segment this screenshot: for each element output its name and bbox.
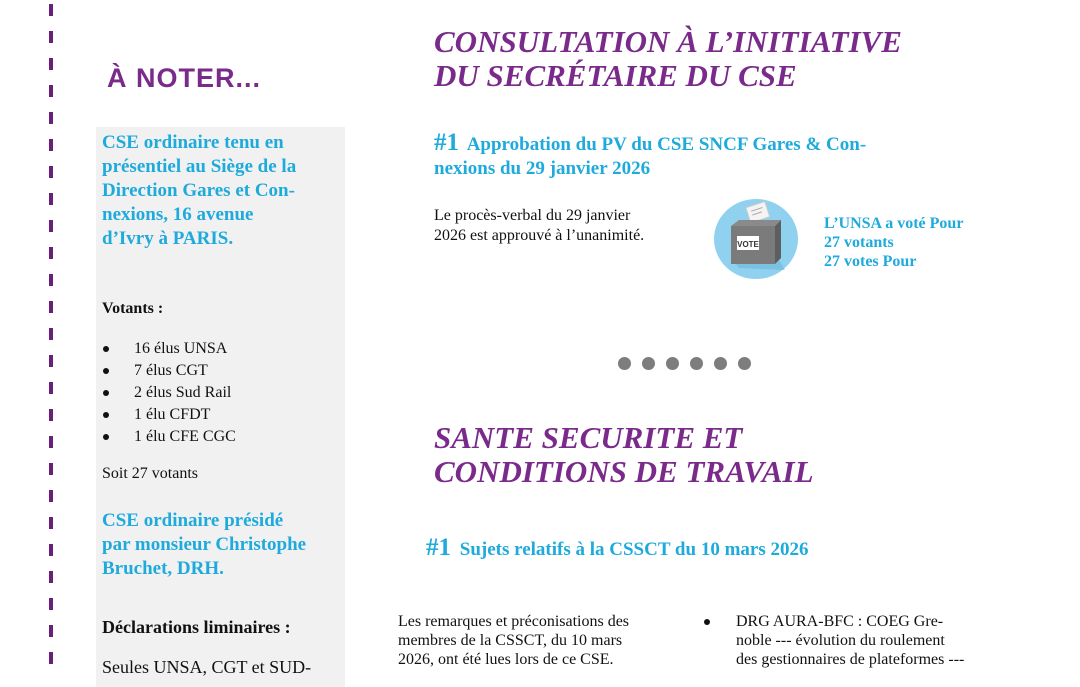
cssct-bullet-item xyxy=(704,612,964,669)
text-line: noble --- évolution du roulement xyxy=(736,632,945,649)
section-title-consultation xyxy=(434,25,902,93)
vote-result xyxy=(824,214,963,271)
vote-result-line: L’UNSA a voté Pour xyxy=(824,215,964,232)
pv-approval-text xyxy=(434,206,644,246)
section-title-sante-securite xyxy=(434,421,814,489)
ballot-box-icon xyxy=(713,198,799,280)
list-item xyxy=(102,404,236,426)
item-heading-text: Sujets relatifs à la CSSCT du 10 mars 2026 xyxy=(459,539,809,560)
section-title-line: CONSULTATION À L’INITIATIVE xyxy=(434,24,902,59)
bullet-icon xyxy=(103,346,109,352)
list-item xyxy=(102,382,236,404)
votants-list xyxy=(102,338,236,448)
bullet-icon xyxy=(103,412,109,418)
votant-label: 7 élus CGT xyxy=(134,362,208,379)
dot-icon xyxy=(738,357,751,370)
votant-label: 2 élus Sud Rail xyxy=(134,384,232,401)
text-line: DRG AURA-BFC : COEG Gre- xyxy=(736,613,944,630)
president-line: CSE ordinaire présidé xyxy=(102,510,284,531)
bullet-icon xyxy=(103,390,109,396)
item-heading-pv-approval xyxy=(434,131,866,181)
declarations-heading: Déclarations liminaires : xyxy=(102,617,291,637)
votant-label: 16 élus UNSA xyxy=(134,340,228,357)
section-title-line: CONDITIONS DE TRAVAIL xyxy=(434,454,814,489)
list-item xyxy=(102,426,236,448)
vote-result-line: 27 votants xyxy=(824,234,894,251)
bullet-icon xyxy=(103,368,109,374)
text-line: Les remarques et préconisations des xyxy=(398,613,630,630)
item-heading-text: Approbation du PV du CSE SNCF Gares & Con- xyxy=(466,134,867,155)
section-title-line: DU SECRÉTAIRE DU CSE xyxy=(434,58,797,93)
venue-line: Direction Gares et Con- xyxy=(102,180,295,201)
cssct-text xyxy=(398,612,629,669)
text-line: membres de la CSSCT, du 10 mars xyxy=(398,632,623,649)
text-line: Le procès-verbal du 29 janvier xyxy=(434,207,631,224)
dot-icon xyxy=(666,357,679,370)
venue-line: CSE ordinaire tenu en xyxy=(102,132,284,153)
bullet-icon xyxy=(704,619,710,625)
votants-heading: Votants : xyxy=(102,300,164,317)
bullet-icon xyxy=(103,434,109,440)
dot-icon xyxy=(618,357,631,370)
item-heading-line: nexions du 29 janvier 2026 xyxy=(434,158,651,179)
votant-label: 1 élu CFE CGC xyxy=(134,428,236,445)
svg-text:VOTE: VOTE xyxy=(737,240,759,249)
venue-line: d’Ivry à PARIS. xyxy=(102,228,234,249)
section-title-line: SANTE SECURITE ET xyxy=(434,420,743,455)
dot-icon xyxy=(642,357,655,370)
venue-line: nexions, 16 avenue xyxy=(102,204,254,225)
votant-label: 1 élu CFDT xyxy=(134,406,211,423)
bullet-text xyxy=(736,612,964,669)
president-line: Bruchet, DRH. xyxy=(102,558,224,579)
item-heading-cssct xyxy=(426,536,808,562)
a-noter-title: À NOTER... xyxy=(107,63,262,93)
text-line: 2026, ont été lues lors de ce CSE. xyxy=(398,651,614,668)
item-number: #1 xyxy=(426,534,451,561)
president-line: par monsieur Christophe xyxy=(102,534,307,555)
dot-icon xyxy=(714,357,727,370)
dot-icon xyxy=(690,357,703,370)
list-item xyxy=(102,360,236,382)
declarations-text: Seules UNSA, CGT et SUD- xyxy=(102,657,312,677)
item-heading-line xyxy=(434,131,866,157)
votants-total: Soit 27 votants xyxy=(102,465,199,482)
item-number: #1 xyxy=(434,129,459,156)
venue-line: présentiel au Siège de la xyxy=(102,156,297,177)
text-line: 2026 est approuvé à l’unanimité. xyxy=(434,227,645,244)
meeting-president xyxy=(102,509,342,581)
vote-result-line: 27 votes Pour xyxy=(824,253,917,270)
section-separator xyxy=(618,357,751,370)
text-line: des gestionnaires de plateformes --- xyxy=(736,651,965,668)
meeting-venue xyxy=(102,131,342,251)
dashed-margin-rule xyxy=(49,0,53,675)
list-item xyxy=(102,338,236,360)
